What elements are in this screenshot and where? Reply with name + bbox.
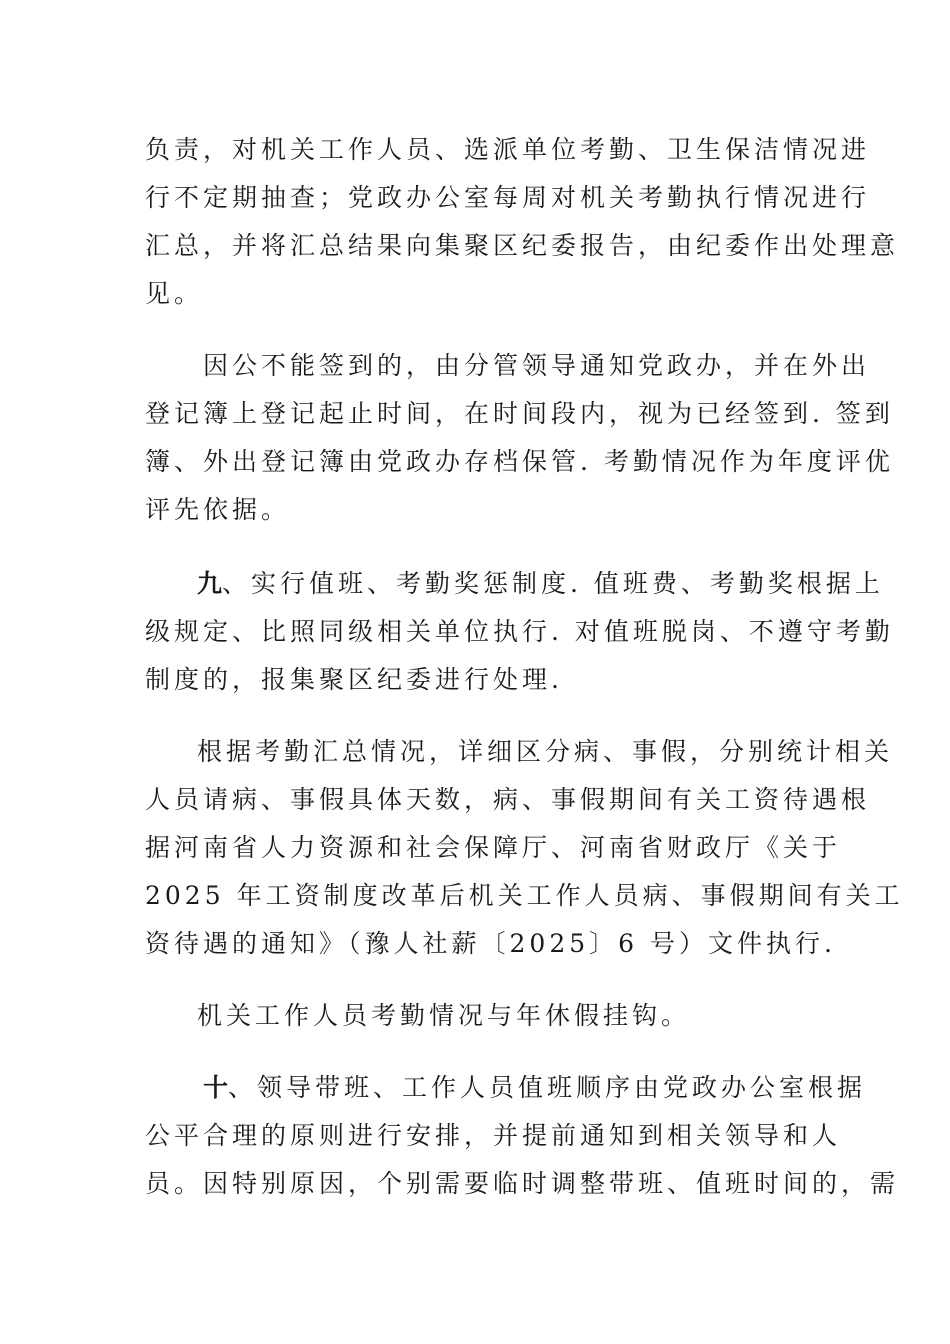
- section-ten-heading-line: [145, 1064, 867, 1112]
- text-line: 汇总，并将汇总结果向集聚区纪委报告，由纪委作出处理意: [145, 231, 900, 260]
- text-line: 员。因特别原因，个别需要临时调整带班、值班时间的，需: [145, 1169, 900, 1198]
- text-line: 级规定、比照同级相关单位执行. 对值班脱岗、不遵守考勤: [145, 617, 894, 646]
- section-ten: [145, 1064, 900, 1208]
- text-line: 负责，对机关工作人员、选派单位考勤、卫生保洁情况进: [145, 135, 871, 164]
- paragraph-gap: [145, 534, 807, 560]
- paragraph-gap: [145, 318, 807, 342]
- paragraph-gap: [145, 968, 807, 992]
- paragraph-sign-in-exception-cont: [145, 390, 894, 534]
- text-line: 簿、外出登记簿由党政办存档保管. 考勤情况作为年度评优: [145, 447, 894, 476]
- text-line: 资待遇的通知》（豫人社薪〔2025〕6 号）文件执行.: [145, 929, 836, 958]
- document-body: [145, 126, 904, 1208]
- text-line: 2025 年工资制度改革后机关工作人员病、事假期间有关工: [145, 881, 904, 910]
- text-line: 登记簿上登记起止时间，在时间段内，视为已经签到. 签到: [145, 399, 894, 428]
- text-line: 因公不能签到的，由分管领导通知党政办，并在外出: [203, 351, 871, 380]
- section-heading-text: 、实行值班、考勤奖惩制度. 值班费、考勤奖根据上: [222, 569, 884, 598]
- text-line: 公平合理的原则进行安排，并提前通知到相关领导和人: [145, 1121, 842, 1150]
- text-line: 见。: [145, 279, 204, 308]
- text-line: 据河南省人力资源和社会保障厅、河南省财政厅《关于: [145, 833, 842, 862]
- section-heading-text: 、领导带班、工作人员值班顺序由党政办公室根据: [228, 1073, 867, 1102]
- paragraph-attendance-supervision: [145, 126, 900, 318]
- text-line: 人员请病、事假具体天数，病、事假期间有关工资待遇根: [145, 785, 871, 814]
- section-nine: [145, 560, 894, 704]
- paragraph-sick-leave-stats: [145, 728, 904, 968]
- text-line: 机关工作人员考勤情况与年休假挂钩。: [197, 1001, 691, 1030]
- text-line: 根据考勤汇总情况，详细区分病、事假，分别统计相关: [197, 737, 894, 766]
- paragraph-gap: [145, 704, 807, 728]
- paragraph-sign-in-exception: [145, 342, 871, 390]
- paragraph-annual-leave: [145, 992, 807, 1040]
- section-nine-heading-line: [145, 560, 884, 608]
- text-line: 行不定期抽查；党政办公室每周对机关考勤执行情况进行: [145, 183, 871, 212]
- paragraph-gap: [145, 1040, 807, 1064]
- section-number: 十: [203, 1073, 229, 1102]
- section-number: 九: [197, 569, 223, 598]
- text-line: 评先依据。: [145, 495, 291, 524]
- text-line: 制度的，报集聚区纪委进行处理.: [145, 665, 563, 694]
